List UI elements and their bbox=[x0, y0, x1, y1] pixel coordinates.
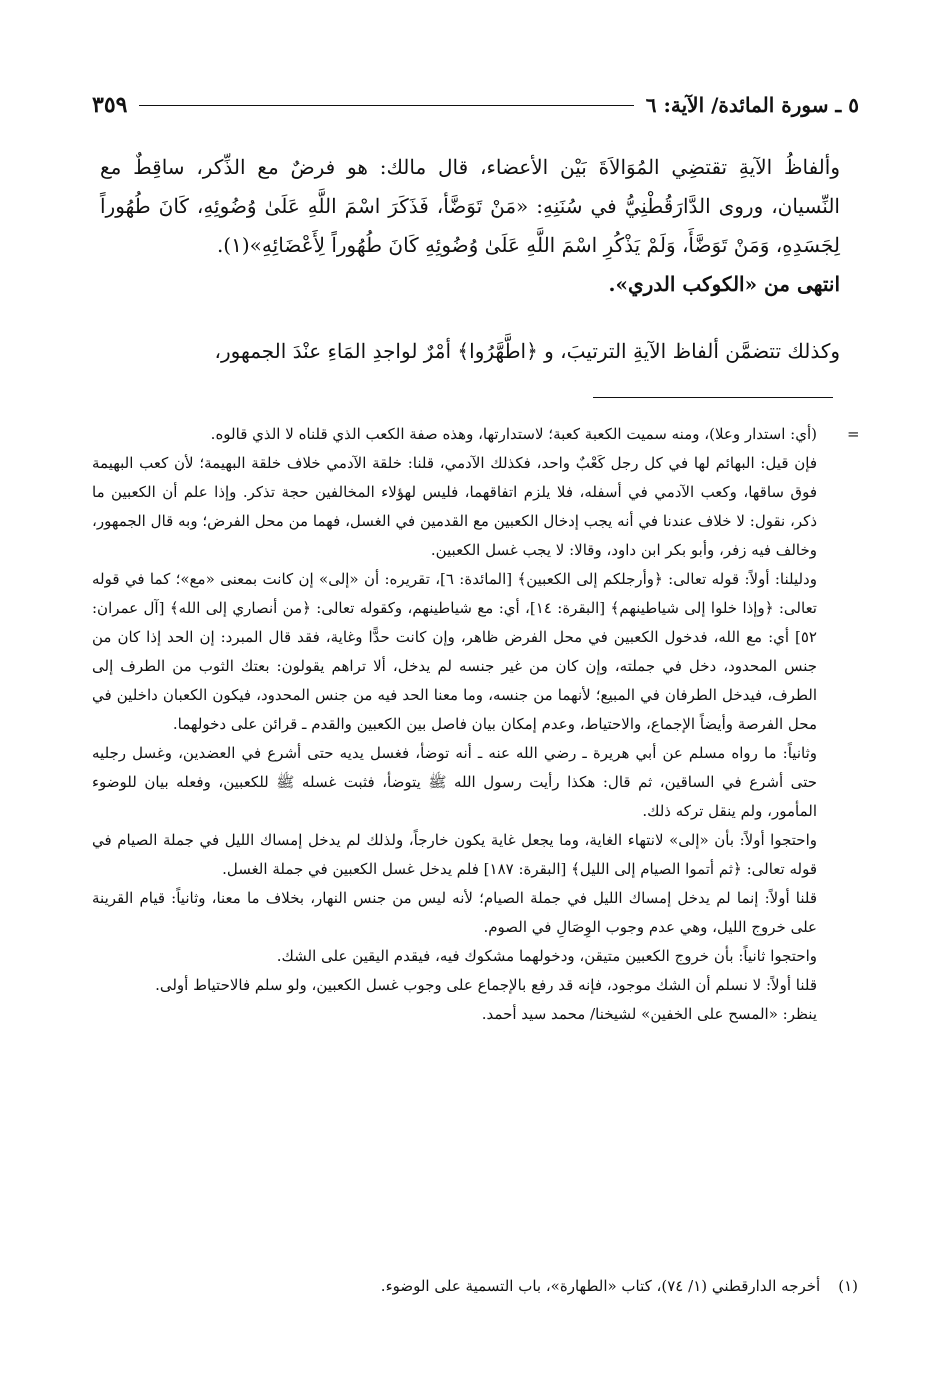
note-line: وثانياً: ما رواه مسلم عن أبي هريرة ـ رضي الله عنه ـ أنه توضأ، فغسل يديه حتى أشرع في العضدين، وغسل رجليه حتى أشرع في الساقين، ثم قال: هكذا رأيت رسول الله ﷺ يتوضأ، فثبت غسله ﷺ للكعبين، وفعله بيان للوضوء المأمور، ولم ينقل تركه ذلك. bbox=[92, 744, 817, 820]
main-paragraph-2: وكذلك تتضمَّن ألفاظ الآيةِ الترتيبَ، و ﴿اطَّهَّرُوا﴾ أمْرٌ لواجدِ المَاءِ عنْدَ الجمهور، bbox=[214, 339, 840, 363]
footnote-separator bbox=[593, 397, 833, 398]
running-header bbox=[92, 88, 859, 122]
main-paragraph-1: وألفاظُ الآيةِ تقتضِي المُوَالاَةَ بَيْن الأعضاء، قال مالك: هو فرضٌ مع الذِّكر، ساقِطٌ مع النِّسيان، وروى الدَّارَقُطْنِيُّ في سُنَنِهِ: «مَنْ تَوَضَّأ، فَذَكَرَ اسْمَ اللَّهِ عَلَىٰ وُضُوئِهِ، كَانَ طُهُوراً لِجَسَدِهِ، وَمَنْ تَوَضَّأَ، وَلَمْ يَذْكُرِ اسْمَ اللَّهِ عَلَىٰ وُضُوئِهِ كَانَ طُهُوراً لِأَعْضَائِهِ»(١). bbox=[100, 155, 840, 257]
header-rule bbox=[139, 105, 633, 106]
chapter-title: ٥ ـ سورة المائدة/ الآية: ٦ bbox=[645, 93, 859, 117]
note-line: ودليلنا: أولاً: قوله تعالى: ﴿وأرجلكم إلى الكعبين﴾ [المائدة: ٦]، تقريره: أن «إلى» إن كانت بمعنى «مع»؛ كما في قوله تعالى: ﴿وإذا خلوا إلى شياطينهم﴾ [البقرة: ١٤]، أي: مع شياطينهم، وكقوله تعالى: ﴿من أنصاري إلى الله﴾ [آل عمران: ٥٢] أي: مع الله، فدخول الكعبين في محل الفرض ظاهر، وإن كانت حدًّا وغاية، فقد قال المبرد: إن الحد إذا كان من جنس المحدود، دخل في جملته، وإن كان من غير جنسه لم يدخل، ألا تراهم يقولون: بعتك الثوب من الطرف إلى الطرف، فيدخل الطرفان في المبيع؛ لأنهما من جنسه، وما معنا الحد فيه من جنس المحدود، فيكون الكعبان داخلين في محل الفرصة وأيضاً الإجماع، والاحتياط، وعدم إمكان بيان فاصل بين الكعبين والقدم ـ قرائن على دخولهما. bbox=[92, 570, 817, 733]
note-line: (أي: استدار وعلا)، ومنه سميت الكعبة كعبة؛ لاستدارتها، وهذه صفة الكعب الذي قلناه لا الذي قالوه. bbox=[210, 425, 817, 443]
note-line: قلنا أولاً: لا نسلم أن الشك موجود، فإنه قد رفع بالإجماع على وجوب غسل الكعبين، ولو سلم فالاحتياط أولى. bbox=[155, 976, 817, 994]
page-number: ٣٥٩ bbox=[92, 92, 128, 118]
note-line: واحتجوا أولاً: بأن «إلى» لانتهاء الغاية، وما يجعل غاية يكون خارجاً، ولذلك لم يدخل إمساك الليل في جملة الصيام في قوله تعالى: ﴿ثم أتموا الصيام إلى الليل﴾ [البقرة: ١٨٧] فلم يدخل غسل الكعبين في جملة الغسل. bbox=[92, 831, 817, 878]
footnote-number: (١) bbox=[838, 1277, 858, 1295]
note-line: قلنا أولاً: إنما لم يدخل إمساك الليل في جملة الصيام؛ لأنه ليس من جنس النهار، بخلاف ما معنا، وثانياً: قيام القرينة على خروج الليل، وهي عدم وجوب الوِصَالِ في الصوم. bbox=[92, 889, 817, 936]
note-line: واحتجوا ثانياً: بأن خروج الكعبين متيقن، ودخولهما مشكوك فيه، فيقدم اليقين على الشك. bbox=[276, 947, 817, 965]
main-text bbox=[100, 148, 840, 371]
continued-notes bbox=[92, 420, 817, 1029]
note-line: فإن قيل: البهائم لها في كل رجل كَعْبٌ واحد، فكذلك الآدمي، قلنا: خلقة الآدمي خلاف خلقة البهيمة؛ لأن كعب البهيمة فوق ساقها، وكعب الآدمي في أسفله، فلا يلزم اتفاقهما، فليس لهؤلاء المخالفين حجة تذكر. وإذا علم أن الكعبين ما ذكر، نقول: لا خلاف عندنا في أنه يجب إدخال الكعبين مع القدمين في الغسل، فهما من محل الفرض؛ وبه قال الجمهور، وخالف فيه زفر، وأبو بكر ابن داود، وقالا: لا يجب غسل الكعبين. bbox=[92, 454, 817, 559]
note-line: ينظر: «المسح على الخفين» لشيخنا/ محمد سيد أحمد. bbox=[481, 1005, 817, 1023]
continuation-mark: = bbox=[847, 425, 860, 443]
footnote bbox=[280, 1273, 858, 1299]
footnote-text: أخرجه الدارقطني (١/ ٧٤)، كتاب «الطهارة»، باب التسمية على الوضوء. bbox=[380, 1277, 821, 1295]
source-note: انتهى من «الكوكب الدري». bbox=[608, 272, 840, 296]
